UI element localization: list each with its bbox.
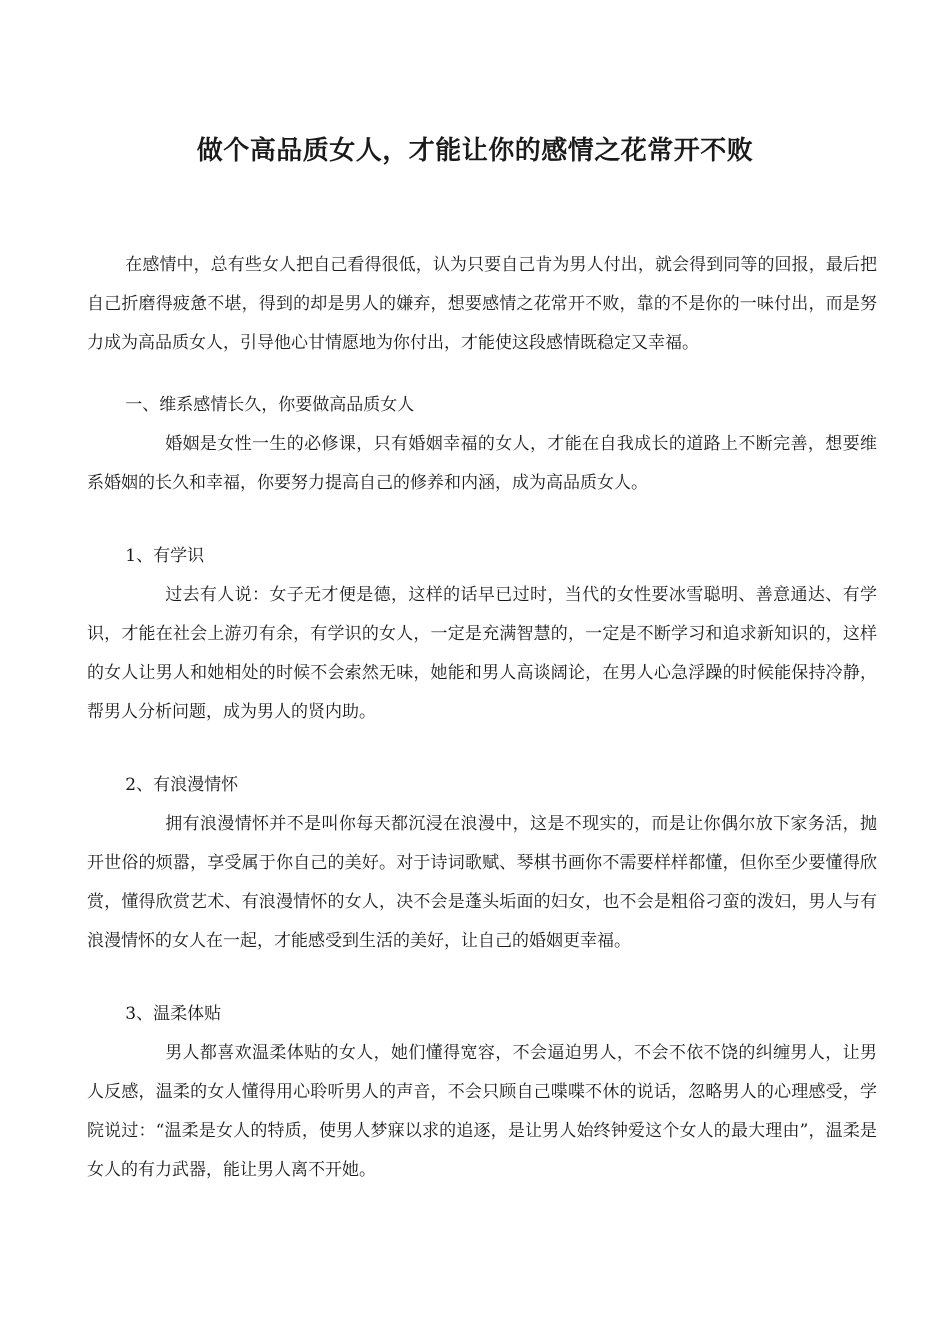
point-paragraph-2: 拥有浪漫情怀并不是叫你每天都沉浸在浪漫中，这是不现实的，而是让你偶尔放下家务活，抛开世俗的烦嚣，享受属于你自己的美好。对于诗词歌赋、琴棋书画你不需要样样都懂，但你至少要懂得欣赏，懂得欣赏艺术、有浪漫情怀的女人，决不会是蓬头垢面的妇女，也不会是粗俗刁蛮的泼妇，男人与有浪漫情怀的女人在一起，才能感受到生活的美好，让自己的婚姻更幸福。 — [87, 814, 877, 951]
document-title: 做个高品质女人，才能让你的感情之花常开不败 — [196, 136, 754, 166]
point-paragraph-1: 过去有人说：女子无才便是德，这样的话早已过时，当代的女性要冰雪聪明、善意通达、有学识，才能在社会上游刃有余，有学识的女人，一定是充满智慧的，一定是不断学习和追求新知识的，这样的女人让男人和她相处的时候不会索然无味，她能和男人高谈阔论，在男人心急浮躁的时候能保持冷静，帮男人分析问题，成为男人的贤内助。 — [87, 585, 877, 722]
section-heading-1: 一、维系感情长久，你要做高品质女人 — [125, 395, 415, 415]
intro-paragraph: 在感情中，总有些女人把自己看得很低，认为只要自己肯为男人付出，就会得到同等的回报，最后把自己折磨得疲惫不堪，得到的却是男人的嫌弃，想要感情之花常开不败，靠的不是你的一味付出，而是努力成为高品质女人，引导他心甘情愿地为你付出，才能使这段感情既稳定又幸福。 — [87, 255, 877, 353]
spacer — [87, 732, 877, 766]
point-heading-2: 2、有浪漫情怀 — [125, 775, 239, 795]
point-paragraph-3: 男人都喜欢温柔体贴的女人，她们懂得宽容，不会逼迫男人，不会不依不饶的纠缠男人，让男人反感，温柔的女人懂得用心聆听男人的声音，不会只顾自己喋喋不休的说话，忽略男人的心理感受，学院说过：“温柔是女人的特质，使男人梦寐以求的追逐，是让男人始终钟爱这个女人的最大理由”，温柔是女人的有力武器，能让男人离不开她。 — [87, 1043, 877, 1180]
spacer — [87, 363, 877, 386]
spacer — [87, 961, 877, 995]
point-heading-1: 1、有学识 — [125, 546, 205, 566]
point-heading-3: 3、温柔体贴 — [125, 1004, 222, 1024]
section-paragraph-1: 婚姻是女性一生的必修课，只有婚姻幸福的女人，才能在自我成长的道路上不断完善，想要维系婚姻的长久和幸福，你要努力提高自己的修养和内涵，成为高品质女人。 — [87, 434, 877, 493]
document-body — [87, 246, 877, 1190]
spacer — [87, 503, 877, 537]
